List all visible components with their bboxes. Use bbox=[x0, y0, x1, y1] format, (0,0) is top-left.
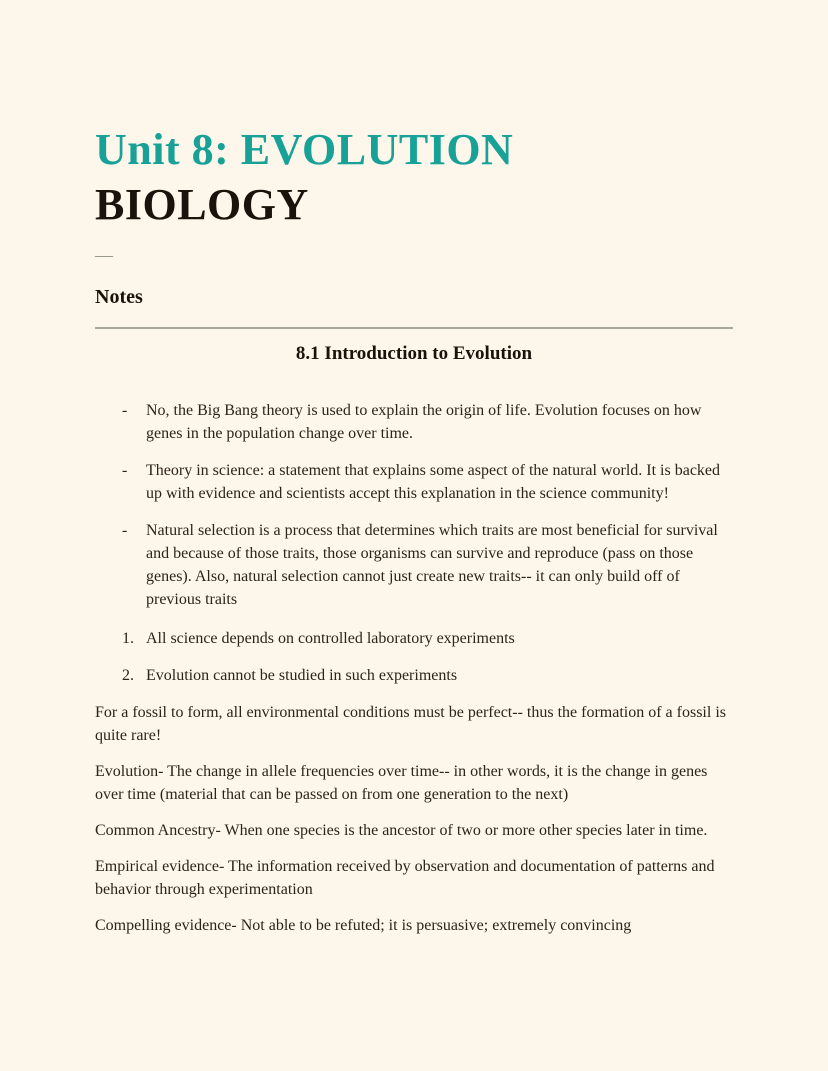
dash-bullet-marker: - bbox=[122, 522, 128, 539]
number-marker: 1. bbox=[122, 630, 134, 647]
paragraph-evolution-definition: Evolution- The change in allele frequencies over time-- in other words, it is the change in genes over time (material that can be passed on from one generation to the next) bbox=[95, 763, 708, 803]
numbered-item bbox=[95, 627, 733, 650]
paragraph-fossil: For a fossil to form, all environmental conditions must be perfect-- thus the formation of a fossil is quite rare! bbox=[95, 704, 726, 744]
bullet-text: Natural selection is a process that determines which traits are most beneficial for survival and because of those traits, those organisms can survive and reproduce (pass on those genes). Also, natural selection cannot just create new traits-- it can only build off of previous traits bbox=[146, 522, 718, 608]
notes-heading: Notes bbox=[95, 286, 143, 308]
numbered-text: Evolution cannot be studied in such experiments bbox=[146, 667, 458, 684]
page-title-subject: BIOLOGY bbox=[95, 180, 309, 229]
paragraph-empirical-evidence: Empirical evidence- The information received by observation and documentation of patterns and behavior through experimentation bbox=[95, 858, 715, 898]
dash-bullet-marker: - bbox=[122, 402, 128, 419]
bullet-list bbox=[95, 399, 733, 611]
numbered-item bbox=[95, 664, 733, 687]
section-heading: 8.1 Introduction to Evolution bbox=[295, 343, 533, 364]
notes-content bbox=[95, 399, 733, 937]
bullet-item bbox=[95, 459, 733, 505]
number-marker: 2. bbox=[122, 667, 134, 684]
bullet-text: Theory in science: a statement that explains some aspect of the natural world. It is backed up with evidence and scientists accept this explanation in the science community! bbox=[146, 462, 721, 502]
page-title bbox=[95, 122, 733, 232]
title-divider-dash: — bbox=[95, 245, 113, 265]
bullet-text: No, the Big Bang theory is used to explain the origin of life. Evolution focuses on how genes in the population change over time. bbox=[146, 402, 702, 442]
paragraph-common-ancestry: Common Ancestry- When one species is the ancestor of two or more other species later in time. bbox=[95, 822, 708, 839]
page-title-unit: Unit 8: EVOLUTION bbox=[95, 125, 514, 174]
paragraph-compelling-evidence: Compelling evidence- Not able to be refuted; it is persuasive; extremely convincing bbox=[95, 917, 632, 934]
bullet-item bbox=[95, 399, 733, 445]
numbered-text: All science depends on controlled laboratory experiments bbox=[146, 630, 515, 647]
bullet-item bbox=[95, 519, 733, 611]
numbered-list bbox=[95, 627, 733, 687]
paragraphs bbox=[95, 701, 733, 937]
section-divider-line bbox=[95, 327, 733, 329]
dash-bullet-marker: - bbox=[122, 462, 128, 479]
